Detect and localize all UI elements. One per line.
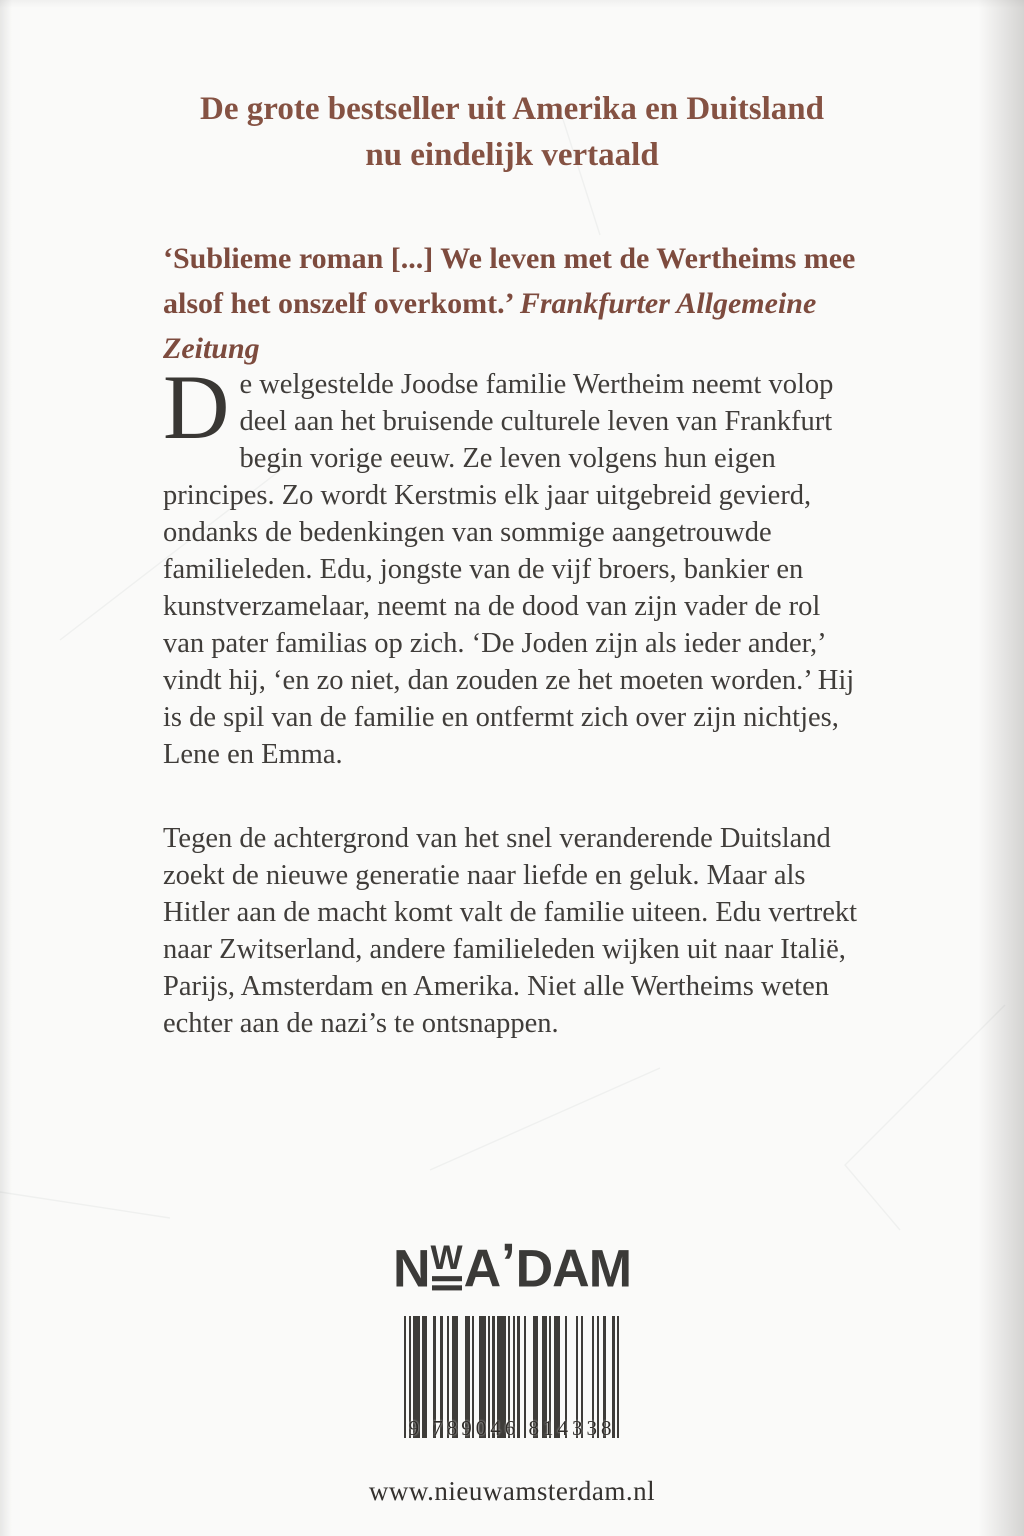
synopsis-paragraph-1-text: e welgestelde Joodse familie Wertheim neemt volop deel aan het bruisende culturele leven van Frankfurt begin vorige eeuw. Ze leven volgens hun eigen principes. Zo wordt Kerstmis elk jaar uitgebreid gevierd, ondanks de bedenkingen van sommige aangetrouwde familieleden. Edu, jongste van de vijf broers, bankier en kunstverzamelaar, neemt na de dood van zijn vader de rol van pater familias op zich. ‘De Joden zijn als ieder ander,’ vindt hij, ‘en zo niet, dan zouden ze het moeten worden.’ Hij is de spil van de familie en ontfermt zich over zijn nichtjes, Lene en Emma. [163,369,855,770]
synopsis-paragraph-1 [163,356,867,773]
barcode-area [0,1316,1024,1444]
logo-letter-a: A [463,1239,501,1299]
logo-apostrophe: ’ [501,1233,515,1293]
paper-edge-top [0,0,1024,8]
tagline-line1: De grote bestseller uit Amerika en Duitsland [200,91,824,127]
publisher-logo [392,1233,632,1299]
press-quote [163,236,863,371]
press-quote-source: Frankfurter Allgemeine Zeitung [163,287,817,365]
isbn-digits: 9 789046 814338 [408,1416,616,1440]
logo-bar-icon [432,1285,462,1290]
logo-w-monogram [430,1238,463,1290]
paper-edge-left [0,0,12,1536]
logo-letter-n: N [392,1239,430,1299]
press-quote-text: ‘Sublieme roman [...] We leven met de Wertheims mee alsof het onszelf overkomt.’ [163,242,856,320]
logo-bar-icon [432,1276,462,1281]
tagline [0,86,1024,178]
publisher-website: www.nieuwamsterdam.nl [368,1476,656,1506]
logo-letter-w: W [430,1238,463,1278]
paper-edge-shadow [978,0,1024,1536]
logo-letters-dam: DAM [515,1239,632,1299]
barcode [404,1316,620,1444]
tagline-line2: nu eindelijk vertaald [365,137,659,173]
synopsis-paragraph-2: Tegen de achtergrond van het snel veranderende Duitsland zoekt de nieuwe generatie naar liefde en geluk. Maar als Hitler aan de macht komt valt de familie uiteen. Edu vertrekt naar Zwitserland, andere familieleden wijken uit naar Italië, Parijs, Amsterdam en Amerika. Niet alle Wertheims weten echter aan de nazi’s te ontsnappen. [163,823,858,1039]
publisher-logo-area [0,1233,1024,1299]
drop-cap: D [163,356,230,458]
